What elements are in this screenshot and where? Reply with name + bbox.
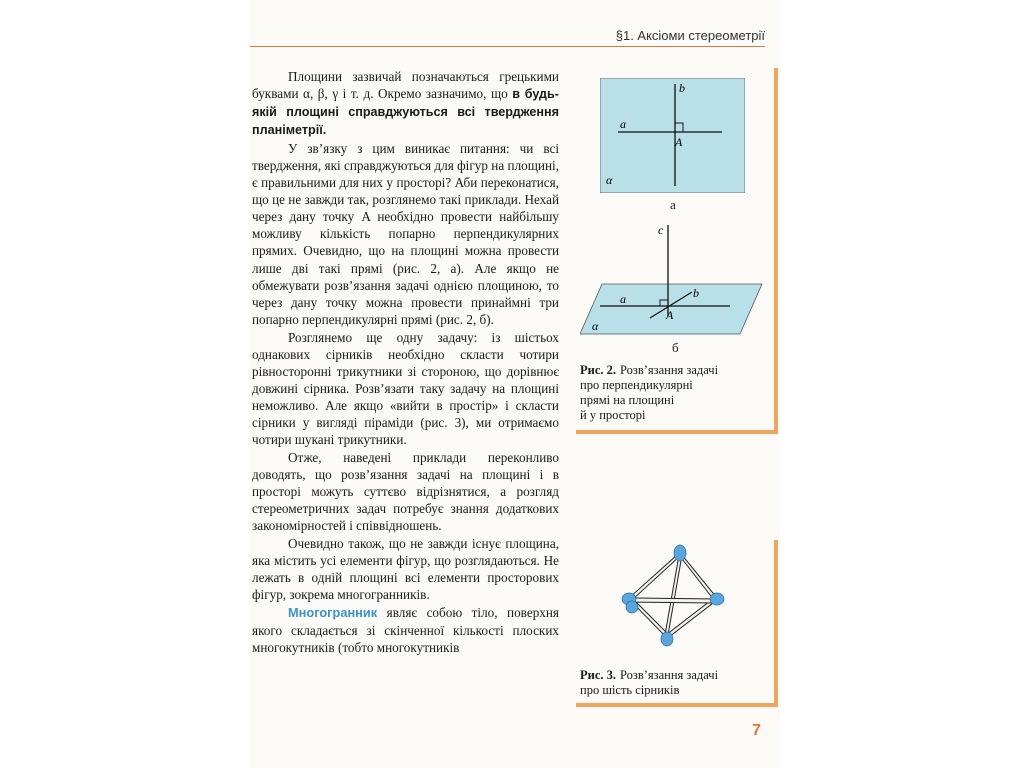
paragraph-6: Многогранник являє собою тіло, поверхня якого складається зі скінченної кількості плоских многокутників (тобто многокутників xyxy=(252,605,559,655)
match-top-right xyxy=(679,555,717,600)
match-head xyxy=(674,545,686,561)
figure-3-caption: Рис. 3. Розв’язання задачі про шість сірників xyxy=(580,668,719,697)
figure-2b-sublabel: б xyxy=(672,340,679,355)
label-a: a xyxy=(620,117,626,131)
label-point-A: A xyxy=(666,308,674,322)
bold-statement: в будь-якій площині справджуються всі твердження планіметрії. xyxy=(252,87,559,138)
label-alpha: α xyxy=(606,173,613,187)
plane-alpha xyxy=(600,78,745,193)
label-b: b xyxy=(679,81,685,95)
paragraph-5: Очевидно також, що не завжди існує площина, яка містить усі елементи фігур, що розглядаються. Не лежать в одній площині всі елементи просторових фігур, зокрема многогранників. xyxy=(252,536,559,603)
label-b: b xyxy=(693,286,699,300)
figure-3-label: Рис. 3. xyxy=(580,668,617,682)
label-point-A: A xyxy=(675,135,683,149)
figure-2-label: Рис. 2. xyxy=(580,363,617,377)
paragraph-3: Розглянемо ще одну задачу: із шістьох однакових сірників необхідно скласти чотири рівносторонні трикутники зі стороною, що дорівнює довжині сірника. Розв’язати таку задачу на площині неможливо. Але якщо «вийти в простір» і скласти сірники у вигляді піраміди (рис. 3), ми отримаємо чотири шукані трикутники. xyxy=(252,329,559,447)
paragraph-1: Площини зазвичай позначаються грецькими буквами α, β, γ і т. д. Окремо зазначимо, що в будь-якій площині справджуються всі твердження планіметрії. xyxy=(252,69,559,138)
label-alpha: α xyxy=(592,319,599,333)
figure-2a-sublabel: а xyxy=(670,197,676,212)
figure-2a xyxy=(600,78,745,193)
paragraph-2: У зв’язку з цим виникає питання: чи всі твердження, які справджуються для фігур на площині, є правильними для них у просторі? Аби переконатися, що це не завжди так, розглянемо такі приклади. Нехай через дану точку A необхідно провести найбільшу можливу кількість попарно перпендикулярних прямих. Очевидно, що на площині можна провести лише дві такі прямі (рис. 2, а). Але якщо не обмежувати розв’язання задачі однією площиною, то через дану точку можна провести принаймні три попарно перпендикулярні прямі (рис. 2, б). xyxy=(252,141,559,327)
main-text-column xyxy=(252,68,559,656)
figure-2b xyxy=(580,220,770,340)
label-c: c xyxy=(658,223,664,237)
header-rule xyxy=(250,46,765,47)
match-head xyxy=(661,632,673,646)
paragraph-4: Отже, наведені приклади переконливо доводять, що розв’язання задачі на площині і в просторі можуть суттєво відрізнятися, а розгляд стереометричних задач потребує знання додаткових закономірностей і співвідношень. xyxy=(252,450,559,534)
match-left-right xyxy=(629,598,717,603)
figure-2-caption: Рис. 2. Розв’язання задачі про перпендикулярні прямі на площині й у просторі xyxy=(580,363,719,422)
term-polyhedron: Многогранник xyxy=(288,605,378,621)
match-head xyxy=(626,601,638,613)
page-number: 7 xyxy=(752,722,761,739)
running-header: §1. Аксіоми стереометрії xyxy=(615,28,765,43)
label-a: a xyxy=(620,292,626,306)
figure-3-matchstick-pyramid xyxy=(615,543,730,655)
match-head xyxy=(710,593,724,605)
